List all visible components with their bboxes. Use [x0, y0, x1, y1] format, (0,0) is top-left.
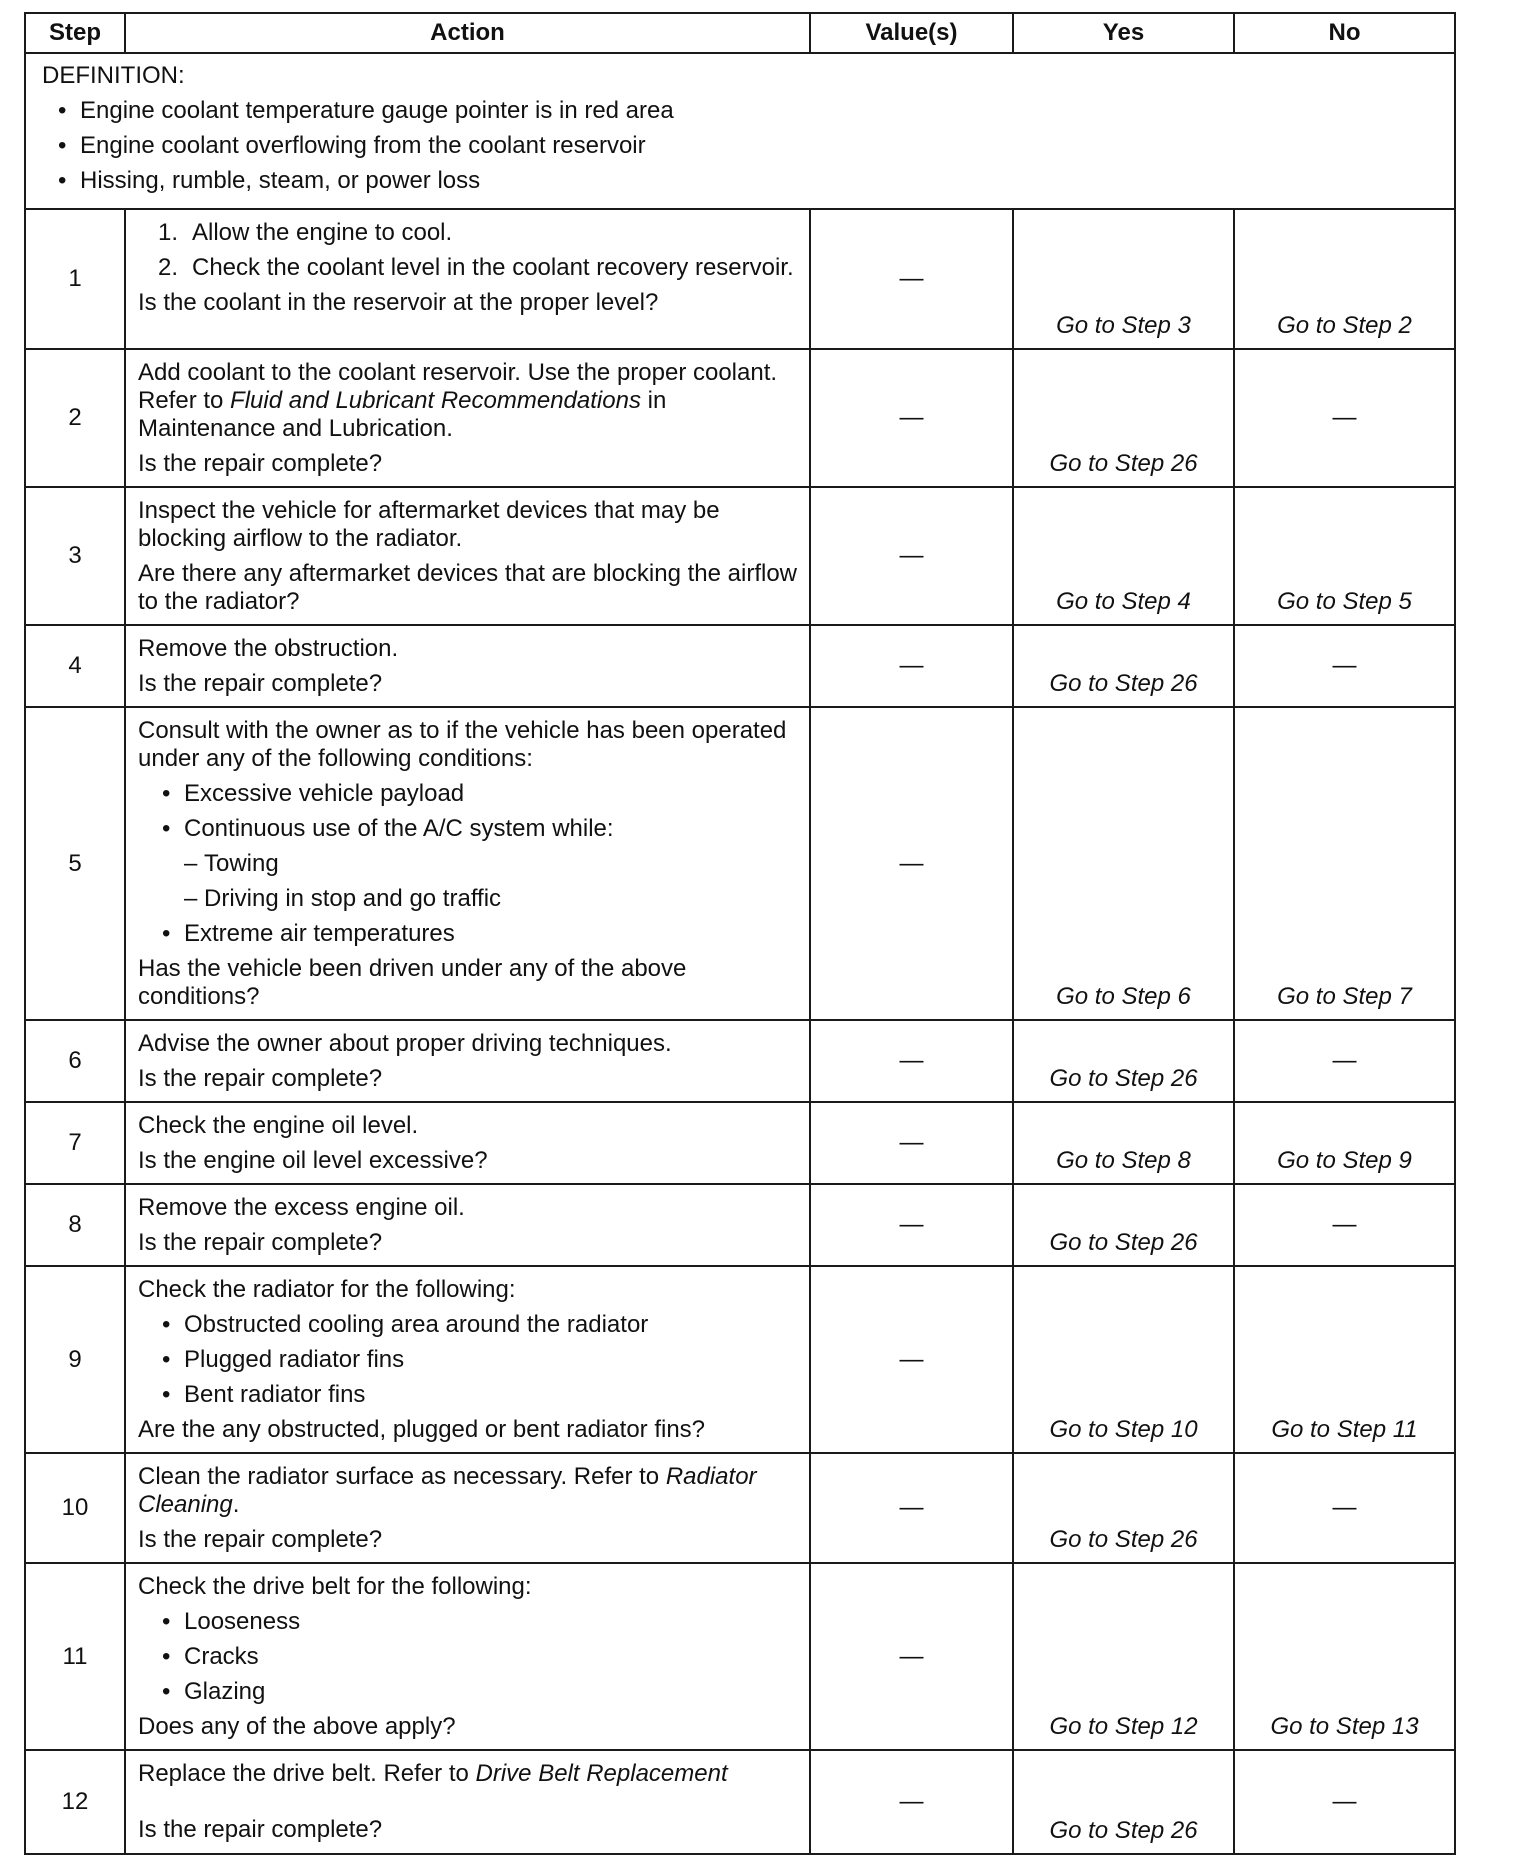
numbered-item [158, 254, 799, 282]
value-cell: — [810, 707, 1013, 1020]
action-text [138, 1463, 799, 1519]
value-cell: — [810, 349, 1013, 487]
action-question: Is the coolant in the reservoir at the proper level? [138, 289, 659, 316]
value-cell: — [810, 1020, 1013, 1102]
step-number: 12 [25, 1750, 125, 1854]
action-question: Is the engine oil level excessive? [138, 1147, 488, 1174]
yes-cell: Go to Step 26 [1013, 1184, 1234, 1266]
action-question: Is the repair complete? [138, 1229, 383, 1256]
item-number: 1. [158, 219, 179, 246]
step-number: 7 [25, 1102, 125, 1184]
no-cell: Go to Step 9 [1234, 1102, 1455, 1184]
no-cell: — [1234, 625, 1455, 707]
no-cell: — [1234, 1750, 1455, 1854]
action-text: Remove the obstruction. [138, 635, 399, 662]
table-row [25, 707, 1455, 1020]
no-cell: Go to Step 7 [1234, 707, 1455, 1020]
no-cell: — [1234, 1184, 1455, 1266]
value-cell: — [810, 209, 1013, 349]
yes-cell: Go to Step 6 [1013, 707, 1234, 1020]
action-cell [125, 487, 810, 625]
action-question: Does any of the above apply? [138, 1713, 456, 1740]
step-number: 6 [25, 1020, 125, 1102]
definition-item: • Hissing, rumble, steam, or power loss [56, 167, 1444, 195]
diagnostic-table-document [24, 12, 1454, 1855]
action-cell [125, 209, 810, 349]
definition-row [25, 53, 1455, 209]
yes-cell: Go to Step 4 [1013, 487, 1234, 625]
step-number: 2 [25, 349, 125, 487]
action-text-a: Clean the radiator surface as necessary. Refer to [138, 1463, 666, 1490]
action-text [138, 1760, 799, 1788]
definition-item: • Engine coolant temperature gauge pointer is in red area [56, 97, 1444, 125]
action-question: Is the repair complete? [138, 670, 383, 697]
action-cell [125, 1563, 810, 1750]
reference-link[interactable]: Radiator Cleaning [138, 1463, 757, 1518]
bullet-item: • Bent radiator fins [160, 1381, 799, 1409]
step-number: 4 [25, 625, 125, 707]
table-row [25, 1184, 1455, 1266]
item-number: 2. [158, 254, 179, 281]
table-row [25, 209, 1455, 349]
step-number: 3 [25, 487, 125, 625]
bullet-item: • Glazing [160, 1678, 799, 1706]
value-cell: — [810, 1563, 1013, 1750]
bullet-item: • Obstructed cooling area around the radiator [160, 1311, 799, 1339]
reference-link[interactable]: Fluid and Lubricant Recommendations [230, 387, 641, 414]
action-text: Check the drive belt for the following: [138, 1573, 532, 1600]
action-text-a: Replace the drive belt. Refer to [138, 1760, 476, 1787]
action-question: Are the any obstructed, plugged or bent radiator fins? [138, 1416, 706, 1443]
action-cell [125, 1184, 810, 1266]
table-row [25, 1750, 1455, 1854]
header-values: Value(s) [810, 13, 1013, 53]
yes-cell: Go to Step 26 [1013, 625, 1234, 707]
yes-cell: Go to Step 8 [1013, 1102, 1234, 1184]
yes-cell: Go to Step 12 [1013, 1563, 1234, 1750]
bullet-item: • Excessive vehicle payload [160, 780, 799, 808]
no-cell: — [1234, 1020, 1455, 1102]
action-text: Check the radiator for the following: [138, 1276, 516, 1303]
value-cell: — [810, 1453, 1013, 1563]
no-cell: Go to Step 2 [1234, 209, 1455, 349]
sub-bullet-item: – Towing [184, 850, 799, 878]
no-cell: Go to Step 11 [1234, 1266, 1455, 1453]
table-row [25, 1453, 1455, 1563]
yes-cell: Go to Step 3 [1013, 209, 1234, 349]
action-text-a: Add coolant to the coolant reservoir. Use the proper coolant. Refer to [138, 359, 778, 414]
step-number: 11 [25, 1563, 125, 1750]
step-number: 10 [25, 1453, 125, 1563]
no-cell: Go to Step 13 [1234, 1563, 1455, 1750]
bullet-item: • Plugged radiator fins [160, 1346, 799, 1374]
item-text: Allow the engine to cool. [192, 219, 453, 246]
header-step: Step [25, 13, 125, 53]
table-row [25, 487, 1455, 625]
action-cell [125, 1020, 810, 1102]
numbered-item [158, 219, 799, 247]
action-text: Check the engine oil level. [138, 1112, 419, 1139]
action-text: Advise the owner about proper driving techniques. [138, 1030, 672, 1057]
action-cell [125, 1453, 810, 1563]
action-cell [125, 1266, 810, 1453]
no-cell: Go to Step 5 [1234, 487, 1455, 625]
action-question: Is the repair complete? [138, 1065, 383, 1092]
bullet-item: • Looseness [160, 1608, 799, 1636]
table-row [25, 1102, 1455, 1184]
action-question: Is the repair complete? [138, 1526, 383, 1553]
step-number: 1 [25, 209, 125, 349]
step-number: 8 [25, 1184, 125, 1266]
yes-cell: Go to Step 26 [1013, 1020, 1234, 1102]
definition-cell [25, 53, 1455, 209]
action-text [138, 359, 799, 443]
header-row [25, 13, 1455, 53]
value-cell: — [810, 1266, 1013, 1453]
definition-item: • Engine coolant overflowing from the coolant reservoir [56, 132, 1444, 160]
action-cell [125, 1750, 810, 1854]
action-text: Consult with the owner as to if the vehicle has been operated under any of the following conditions: [138, 717, 787, 772]
yes-cell: Go to Step 26 [1013, 1750, 1234, 1854]
reference-link[interactable]: Drive Belt Replacement [475, 1760, 728, 1787]
item-text: Check the coolant level in the coolant recovery reservoir. [192, 254, 794, 281]
value-cell: — [810, 487, 1013, 625]
header-no: No [1234, 13, 1455, 53]
sub-bullet-item: – Driving in stop and go traffic [184, 885, 799, 913]
action-question: Is the repair complete? [138, 1816, 383, 1843]
header-yes: Yes [1013, 13, 1234, 53]
step-number: 5 [25, 707, 125, 1020]
action-text-b: in Maintenance and Lubrication. [138, 387, 667, 442]
value-cell: — [810, 1102, 1013, 1184]
bullet-item: • Cracks [160, 1643, 799, 1671]
table-row [25, 1563, 1455, 1750]
table-row [25, 1266, 1455, 1453]
action-cell [125, 1102, 810, 1184]
table-row [25, 1020, 1455, 1102]
yes-cell: Go to Step 10 [1013, 1266, 1234, 1453]
value-cell: — [810, 625, 1013, 707]
action-text: Remove the excess engine oil. [138, 1194, 465, 1221]
action-cell [125, 707, 810, 1020]
no-cell: — [1234, 349, 1455, 487]
action-question: Is the repair complete? [138, 450, 383, 477]
yes-cell: Go to Step 26 [1013, 349, 1234, 487]
table-row [25, 625, 1455, 707]
action-question: Are there any aftermarket devices that are blocking the airflow to the radiator? [138, 560, 797, 615]
value-cell: — [810, 1184, 1013, 1266]
bullet-item: • Extreme air temperatures [160, 920, 799, 948]
step-number: 9 [25, 1266, 125, 1453]
no-cell: — [1234, 1453, 1455, 1563]
action-cell [125, 349, 810, 487]
yes-cell: Go to Step 26 [1013, 1453, 1234, 1563]
action-text: Inspect the vehicle for aftermarket devices that may be blocking airflow to the radiator. [138, 497, 720, 552]
action-cell [125, 625, 810, 707]
header-action: Action [125, 13, 810, 53]
bullet-item: • Continuous use of the A/C system while: [160, 815, 799, 843]
value-cell: — [810, 1750, 1013, 1854]
diagnostic-table [24, 12, 1456, 1855]
action-text-b: . [232, 1491, 240, 1518]
action-question: Has the vehicle been driven under any of the above conditions? [138, 955, 687, 1010]
table-row [25, 349, 1455, 487]
definition-title: DEFINITION: [42, 62, 185, 89]
